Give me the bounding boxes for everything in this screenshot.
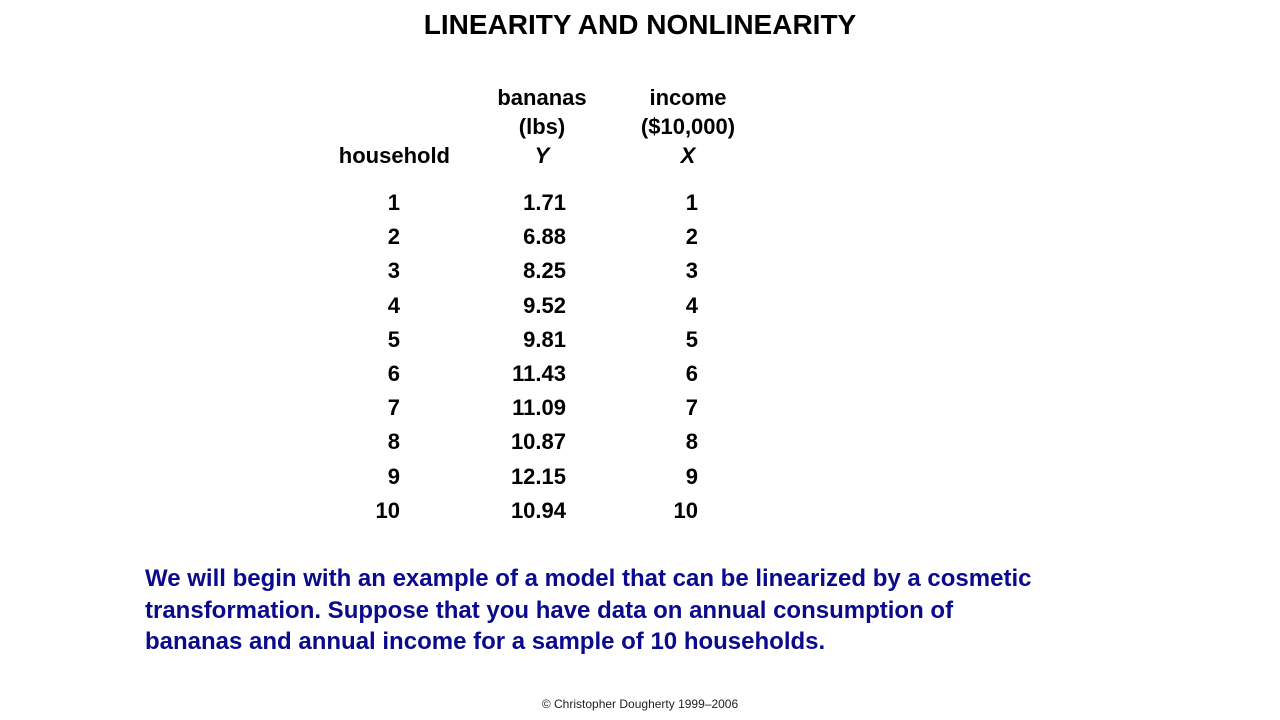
cell-household: 6 xyxy=(387,360,400,386)
cell-bananas: 9.52 xyxy=(523,292,566,318)
cell-household: 4 xyxy=(387,292,400,318)
cell-bananas: 11.43 xyxy=(512,360,566,386)
cell-household: 5 xyxy=(387,326,400,352)
cell-income: 6 xyxy=(685,360,698,386)
slide-title: LINEARITY AND NONLINEARITY xyxy=(423,9,857,40)
cell-income: 4 xyxy=(685,292,698,318)
cell-bananas: 11.09 xyxy=(512,395,566,421)
header-bananas: bananas xyxy=(497,85,587,110)
cell-income: 9 xyxy=(685,463,698,489)
header-income-symbol: X xyxy=(680,143,696,168)
cell-household: 10 xyxy=(375,497,400,523)
cell-income: 5 xyxy=(685,326,698,352)
explanation-paragraph xyxy=(145,563,1155,658)
cell-household: 3 xyxy=(387,258,400,284)
table-row xyxy=(0,460,1280,494)
paragraph-line: bananas and annual income for a sample of 10 households. xyxy=(145,628,826,655)
cell-income: 1 xyxy=(685,190,698,215)
cell-household: 7 xyxy=(387,395,400,421)
paragraph-line: transformation. Suppose that you have data on annual consumption of xyxy=(145,596,954,624)
cell-bananas: 12.15 xyxy=(510,463,566,489)
cell-bananas: 9.81 xyxy=(523,326,566,352)
table-row xyxy=(0,220,1280,254)
cell-bananas: 6.88 xyxy=(523,224,566,250)
table-row xyxy=(0,289,1280,323)
cell-income: 7 xyxy=(685,395,698,421)
header-income: income xyxy=(649,85,727,110)
cell-household: 2 xyxy=(387,224,400,250)
header-income-unit: ($10,000) xyxy=(640,114,736,139)
cell-bananas: 8.25 xyxy=(523,258,566,284)
paragraph-line: We will begin with an example of a model that can be linearized by a cosmetic xyxy=(145,565,1032,592)
cell-bananas: 1.71 xyxy=(523,190,566,215)
table-row xyxy=(0,254,1280,288)
header-household: household xyxy=(338,143,450,168)
cell-income: 8 xyxy=(685,429,698,455)
copyright-footer: © Christopher Dougherty 1999–2006 xyxy=(541,697,739,711)
header-bananas-symbol: Y xyxy=(534,143,550,168)
table-row xyxy=(0,391,1280,425)
table-row xyxy=(0,357,1280,391)
table-body xyxy=(0,186,1280,528)
table-row xyxy=(0,494,1280,528)
table-row xyxy=(0,186,1280,220)
cell-bananas: 10.87 xyxy=(510,429,566,455)
cell-income: 2 xyxy=(685,224,698,250)
header-bananas-unit: (lbs) xyxy=(518,114,566,139)
table-row xyxy=(0,323,1280,357)
cell-bananas: 10.94 xyxy=(510,497,566,523)
cell-income: 3 xyxy=(685,258,698,284)
cell-income: 10 xyxy=(673,497,698,523)
cell-household: 9 xyxy=(387,463,400,489)
cell-household: 1 xyxy=(387,190,400,215)
cell-household: 8 xyxy=(387,429,400,455)
table-row xyxy=(0,425,1280,459)
